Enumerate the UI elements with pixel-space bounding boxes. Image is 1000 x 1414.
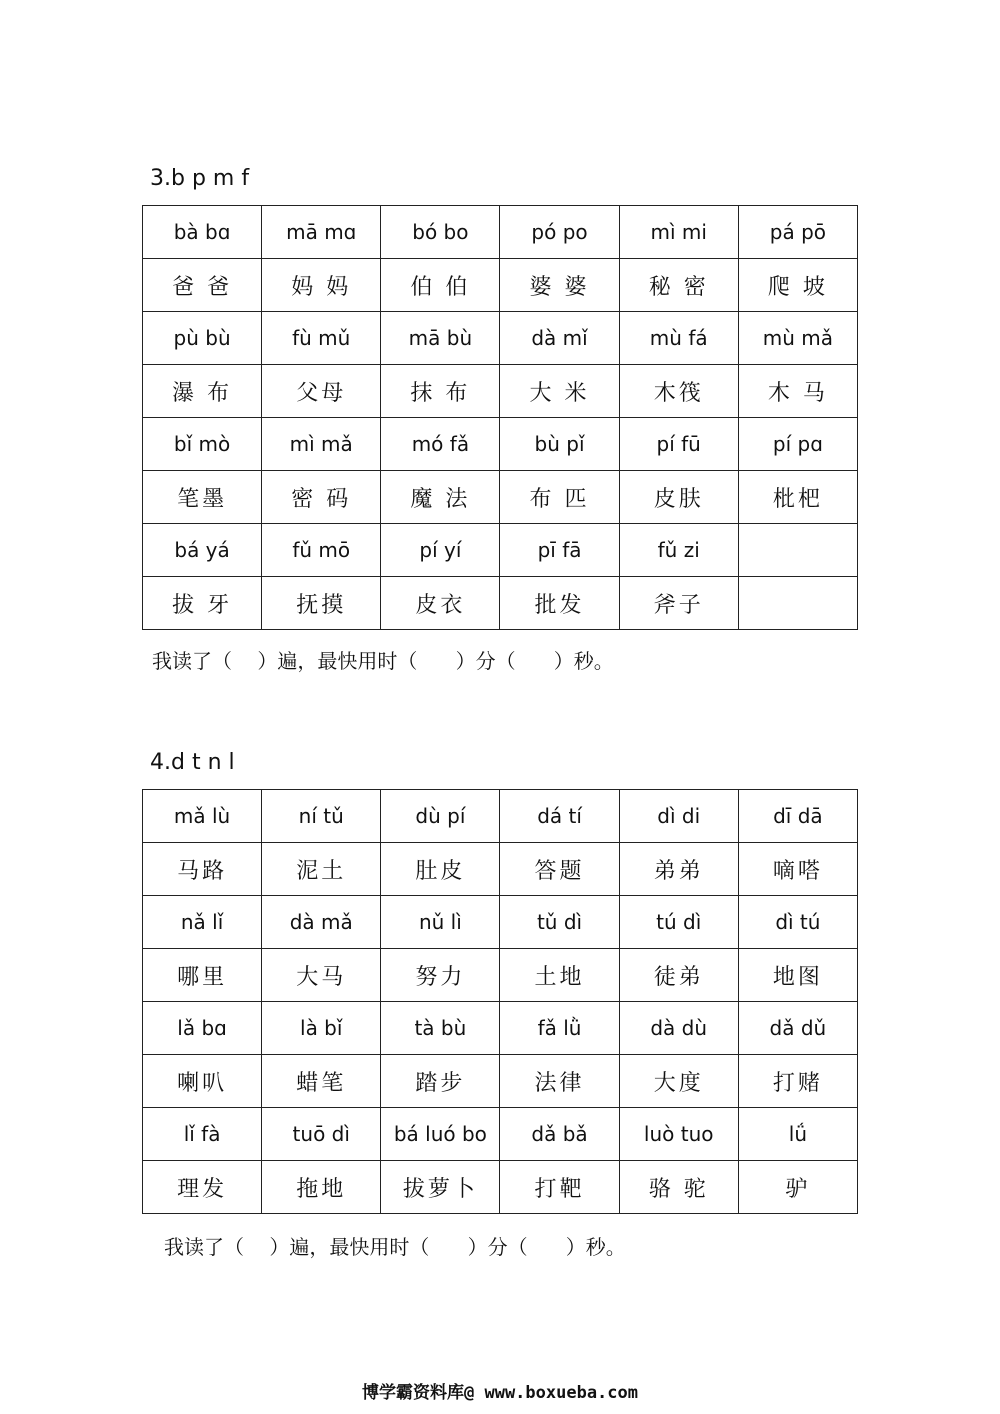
pinyin-cell: dà mǐ: [500, 312, 619, 365]
hanzi-cell: 努力: [381, 949, 500, 1002]
hanzi-cell: 大马: [262, 949, 381, 1002]
pinyin-cell: dà dù: [619, 1002, 738, 1055]
pinyin-cell: bá luó bo: [381, 1108, 500, 1161]
pinyin-cell: dī dā: [738, 790, 857, 843]
word-table-bpmf: [142, 205, 858, 630]
pinyin-cell: ní tǔ: [262, 790, 381, 843]
pinyin-cell: [738, 524, 857, 577]
pinyin-cell: mù fá: [619, 312, 738, 365]
pinyin-cell: dì di: [619, 790, 738, 843]
pinyin-cell: lǐ fà: [143, 1108, 262, 1161]
hanzi-cell: 法律: [500, 1055, 619, 1108]
hanzi-row: [143, 843, 858, 896]
pinyin-cell: mì mǎ: [262, 418, 381, 471]
pinyin-row: [143, 206, 858, 259]
hanzi-cell: 皮肤: [619, 471, 738, 524]
hanzi-row: [143, 949, 858, 1002]
hanzi-cell: 抹 布: [381, 365, 500, 418]
hanzi-cell: 马路: [143, 843, 262, 896]
pinyin-cell: nǎ lǐ: [143, 896, 262, 949]
pinyin-cell: dǎ bǎ: [500, 1108, 619, 1161]
hanzi-cell: 拔萝卜: [381, 1161, 500, 1214]
pinyin-row: [143, 524, 858, 577]
pinyin-cell: tà bù: [381, 1002, 500, 1055]
pinyin-cell: mā mɑ: [262, 206, 381, 259]
hanzi-row: [143, 1161, 858, 1214]
reading-record-line: 我读了（ ）遍，最快用时（ ）分（ ）秒。: [164, 1235, 626, 1259]
hanzi-cell: 骆 驼: [619, 1161, 738, 1214]
hanzi-cell: 斧子: [619, 577, 738, 630]
hanzi-cell: 伯 伯: [381, 259, 500, 312]
hanzi-cell: 秘 密: [619, 259, 738, 312]
hanzi-cell: 打靶: [500, 1161, 619, 1214]
reading-record-line: 我读了（ ）遍，最快用时（ ）分（ ）秒。: [152, 649, 614, 673]
pinyin-cell: bù pǐ: [500, 418, 619, 471]
pinyin-cell: dì tú: [738, 896, 857, 949]
pinyin-cell: dà mǎ: [262, 896, 381, 949]
hanzi-cell: 嘀嗒: [738, 843, 857, 896]
hanzi-cell: 布 匹: [500, 471, 619, 524]
hanzi-row: [143, 365, 858, 418]
hanzi-cell: 拔 牙: [143, 577, 262, 630]
pinyin-cell: pù bù: [143, 312, 262, 365]
hanzi-cell: 土地: [500, 949, 619, 1002]
pinyin-cell: pí yí: [381, 524, 500, 577]
hanzi-row: [143, 577, 858, 630]
pinyin-row: [143, 1002, 858, 1055]
hanzi-cell: 抚摸: [262, 577, 381, 630]
hanzi-cell: 打赌: [738, 1055, 857, 1108]
hanzi-cell: 瀑 布: [143, 365, 262, 418]
pinyin-cell: fǎ lǜ: [500, 1002, 619, 1055]
hanzi-cell: 皮衣: [381, 577, 500, 630]
hanzi-cell: 蜡笔: [262, 1055, 381, 1108]
hanzi-cell: 婆 婆: [500, 259, 619, 312]
hanzi-cell: 弟弟: [619, 843, 738, 896]
pinyin-cell: fù mǔ: [262, 312, 381, 365]
hanzi-cell: 批发: [500, 577, 619, 630]
pinyin-cell: luò tuo: [619, 1108, 738, 1161]
hanzi-row: [143, 1055, 858, 1108]
pinyin-cell: pí fū: [619, 418, 738, 471]
pinyin-cell: dǎ dǔ: [738, 1002, 857, 1055]
pinyin-cell: là bǐ: [262, 1002, 381, 1055]
pinyin-cell: bǐ mò: [143, 418, 262, 471]
pinyin-cell: mā bù: [381, 312, 500, 365]
hanzi-cell: 踏步: [381, 1055, 500, 1108]
hanzi-cell: 笔墨: [143, 471, 262, 524]
hanzi-cell: 徒弟: [619, 949, 738, 1002]
pinyin-cell: mǎ lù: [143, 790, 262, 843]
section-title-dtnl: 4.d t n l: [150, 750, 235, 775]
pinyin-cell: dù pí: [381, 790, 500, 843]
hanzi-cell: 木 马: [738, 365, 857, 418]
word-table-dtnl: [142, 789, 858, 1214]
pinyin-cell: nǔ lì: [381, 896, 500, 949]
pinyin-row: [143, 418, 858, 471]
pinyin-cell: tǔ dì: [500, 896, 619, 949]
pinyin-cell: pī fā: [500, 524, 619, 577]
pinyin-cell: dá tí: [500, 790, 619, 843]
hanzi-cell: 密 码: [262, 471, 381, 524]
hanzi-row: [143, 259, 858, 312]
hanzi-cell: 答题: [500, 843, 619, 896]
footer-watermark: 博学霸资料库@ www.boxueba.com: [362, 1383, 638, 1403]
pinyin-cell: tuō dì: [262, 1108, 381, 1161]
pinyin-cell: mù mǎ: [738, 312, 857, 365]
pinyin-cell: pí pɑ: [738, 418, 857, 471]
hanzi-cell: 枇杷: [738, 471, 857, 524]
hanzi-cell: 喇叭: [143, 1055, 262, 1108]
pinyin-cell: fǔ zi: [619, 524, 738, 577]
pinyin-cell: pó po: [500, 206, 619, 259]
hanzi-cell: 理发: [143, 1161, 262, 1214]
pinyin-cell: pá pō: [738, 206, 857, 259]
hanzi-row: [143, 471, 858, 524]
pinyin-cell: bó bo: [381, 206, 500, 259]
hanzi-cell: 哪里: [143, 949, 262, 1002]
hanzi-cell: 大度: [619, 1055, 738, 1108]
pinyin-cell: bá yá: [143, 524, 262, 577]
hanzi-cell: 魔 法: [381, 471, 500, 524]
hanzi-cell: 地图: [738, 949, 857, 1002]
pinyin-row: [143, 312, 858, 365]
hanzi-cell: 爸 爸: [143, 259, 262, 312]
hanzi-cell: 拖地: [262, 1161, 381, 1214]
pinyin-cell: lǘ: [738, 1108, 857, 1161]
hanzi-cell: 肚皮: [381, 843, 500, 896]
pinyin-row: [143, 790, 858, 843]
pinyin-cell: lǎ bɑ: [143, 1002, 262, 1055]
hanzi-cell: 泥土: [262, 843, 381, 896]
hanzi-cell: 妈 妈: [262, 259, 381, 312]
pinyin-cell: tú dì: [619, 896, 738, 949]
pinyin-cell: mó fǎ: [381, 418, 500, 471]
pinyin-row: [143, 896, 858, 949]
hanzi-cell: [738, 577, 857, 630]
pinyin-row: [143, 1108, 858, 1161]
pinyin-cell: fǔ mō: [262, 524, 381, 577]
hanzi-cell: 爬 坡: [738, 259, 857, 312]
hanzi-cell: 驴: [738, 1161, 857, 1214]
hanzi-cell: 父母: [262, 365, 381, 418]
hanzi-cell: 大 米: [500, 365, 619, 418]
pinyin-cell: mì mi: [619, 206, 738, 259]
pinyin-cell: bà bɑ: [143, 206, 262, 259]
hanzi-cell: 木筏: [619, 365, 738, 418]
section-title-bpmf: 3.b p m f: [150, 166, 250, 191]
